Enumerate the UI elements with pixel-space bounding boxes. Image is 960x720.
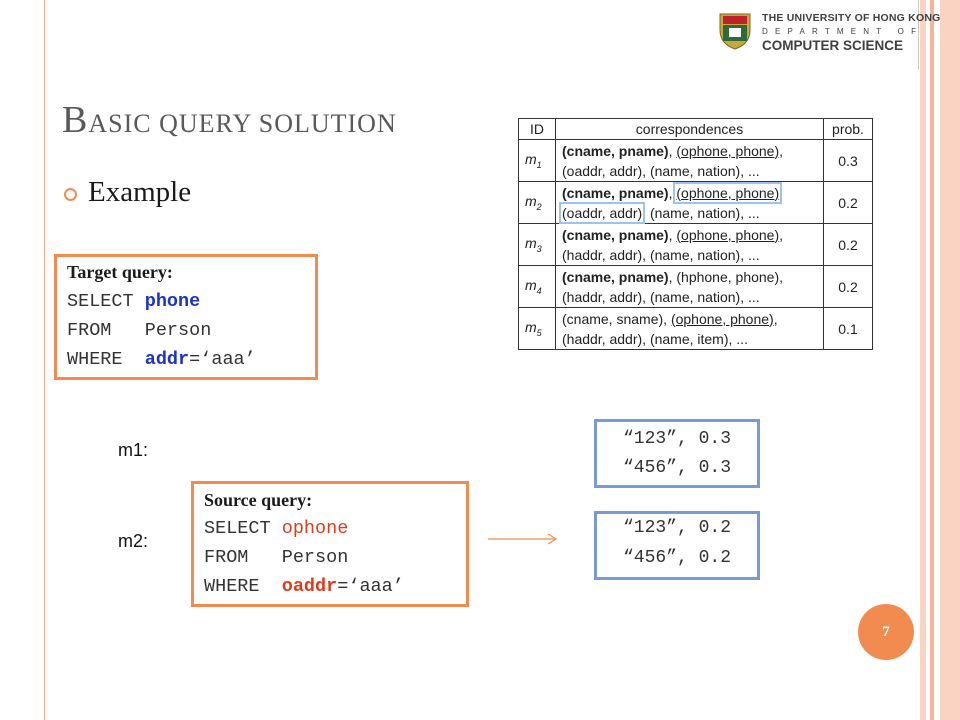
logo-department-label: DEPARTMENT OF xyxy=(762,27,924,36)
result-row: “456”, 0.2 xyxy=(622,548,732,568)
source-where-line xyxy=(204,576,404,597)
title-initial: B xyxy=(62,99,89,141)
table-row xyxy=(519,266,873,308)
source-query-heading: Source query: xyxy=(204,490,313,510)
page-number-badge: 7 xyxy=(858,604,914,660)
where-column: addr xyxy=(144,349,190,370)
corr-line2: (haddr, addr), (name, nation), ... xyxy=(562,288,760,305)
table-header-row xyxy=(519,119,873,140)
row-correspondences xyxy=(556,182,824,224)
select-column: phone xyxy=(144,291,201,312)
select-keyword: SELECT xyxy=(204,518,282,539)
bullet-icon xyxy=(64,188,77,201)
title-rest: ASIC QUERY SOLUTION xyxy=(88,109,397,138)
target-select-line xyxy=(67,291,200,312)
corr-underlined: (ophone, phone) xyxy=(676,142,780,159)
result-box-m2 xyxy=(594,511,760,580)
corr-bold: (cname, pname) xyxy=(562,184,669,201)
university-logo xyxy=(718,10,941,56)
source-query-box xyxy=(191,481,469,607)
row-id-text: m xyxy=(525,277,537,294)
row-id xyxy=(519,182,556,224)
row-id-text: m xyxy=(525,235,537,252)
corr-text: (cname, sname), xyxy=(562,310,671,327)
result-box-m1 xyxy=(594,419,760,488)
arrow-right-icon xyxy=(488,532,560,546)
corr-sep: , xyxy=(779,184,784,201)
logo-department-name: COMPUTER SCIENCE xyxy=(762,38,904,53)
where-keyword: WHERE xyxy=(204,576,282,597)
row-prob: 0.2 xyxy=(824,182,873,224)
corr-sep: , xyxy=(773,310,778,327)
corr-sep: , xyxy=(668,226,677,243)
row-id-text: m xyxy=(525,319,537,336)
corr-line2: (haddr, addr), (name, item), ... xyxy=(562,330,748,347)
corr-sep: , xyxy=(779,226,784,243)
row-id-sub: 2 xyxy=(536,201,542,212)
row-prob: 0.1 xyxy=(824,308,873,350)
row-id-sub: 3 xyxy=(536,243,542,254)
logo-university-name: THE UNIVERSITY OF HONG KONG xyxy=(762,12,941,24)
where-condition: =‘aaa’ xyxy=(189,349,256,370)
where-condition: =‘aaa’ xyxy=(337,576,404,597)
target-query-heading: Target query: xyxy=(67,262,173,282)
row-id xyxy=(519,140,556,182)
corr-sep: , xyxy=(668,142,677,159)
row-correspondences xyxy=(556,266,824,308)
bullet-text: Example xyxy=(88,176,192,208)
corr-underlined: (ophone, phone) xyxy=(670,310,774,327)
table-row xyxy=(519,182,873,224)
row-correspondences xyxy=(556,224,824,266)
table-header-id: ID xyxy=(519,119,556,140)
where-keyword: WHERE xyxy=(67,349,145,370)
where-column: oaddr xyxy=(281,576,338,597)
correspondence-table xyxy=(518,118,873,350)
corr-sep: , xyxy=(668,184,677,201)
target-query-box xyxy=(54,254,318,380)
corr-highlighted: (oaddr, addr) xyxy=(562,204,643,221)
corr-line2: (haddr, addr), (name, nation), ... xyxy=(562,246,760,263)
select-column: ophone xyxy=(281,518,349,539)
table-row xyxy=(519,140,873,182)
row-id-text: m xyxy=(525,193,537,210)
crest-icon xyxy=(718,12,752,50)
row-id-sub: 1 xyxy=(536,159,542,170)
table-header-prob: prob. xyxy=(824,119,873,140)
row-id-sub: 5 xyxy=(536,327,542,338)
row-prob: 0.3 xyxy=(824,140,873,182)
corr-highlighted: (ophone, phone) xyxy=(676,184,780,201)
source-select-line xyxy=(204,518,348,539)
row-id xyxy=(519,224,556,266)
left-border-line xyxy=(44,0,45,720)
table-header-correspondences: correspondences xyxy=(556,119,824,140)
result-row: “123”, 0.2 xyxy=(622,518,732,538)
corr-underlined: (ophone, phone) xyxy=(676,226,780,243)
corr-bold: (cname, pname) xyxy=(562,142,669,159)
mapping-label-m1: m1: xyxy=(118,440,149,460)
target-from-line: FROM Person xyxy=(67,320,212,341)
row-id-text: m xyxy=(525,151,537,168)
corr-bold: (cname, pname) xyxy=(562,268,669,285)
corr-sep: , xyxy=(779,142,784,159)
corr-line2: , (name, nation), ... xyxy=(642,204,760,221)
result-row: “456”, 0.3 xyxy=(622,458,732,478)
mapping-label-m2: m2: xyxy=(118,531,149,551)
table-row xyxy=(519,224,873,266)
row-correspondences xyxy=(556,308,824,350)
row-id xyxy=(519,308,556,350)
corr-bold: (cname, pname) xyxy=(562,226,669,243)
row-correspondences xyxy=(556,140,824,182)
select-keyword: SELECT xyxy=(67,291,145,312)
target-where-line xyxy=(67,349,256,370)
corr-line2: (oaddr, addr), (name, nation), ... xyxy=(562,162,760,179)
row-id xyxy=(519,266,556,308)
row-prob: 0.2 xyxy=(824,224,873,266)
row-id-sub: 4 xyxy=(536,285,542,296)
right-border-stripes xyxy=(920,0,960,720)
result-row: “123”, 0.3 xyxy=(622,429,732,449)
source-from-line: FROM Person xyxy=(204,547,349,568)
table-row xyxy=(519,308,873,350)
slide-title xyxy=(62,98,397,142)
row-prob: 0.2 xyxy=(824,266,873,308)
corr-sep: , (hphone, phone), xyxy=(668,268,784,285)
